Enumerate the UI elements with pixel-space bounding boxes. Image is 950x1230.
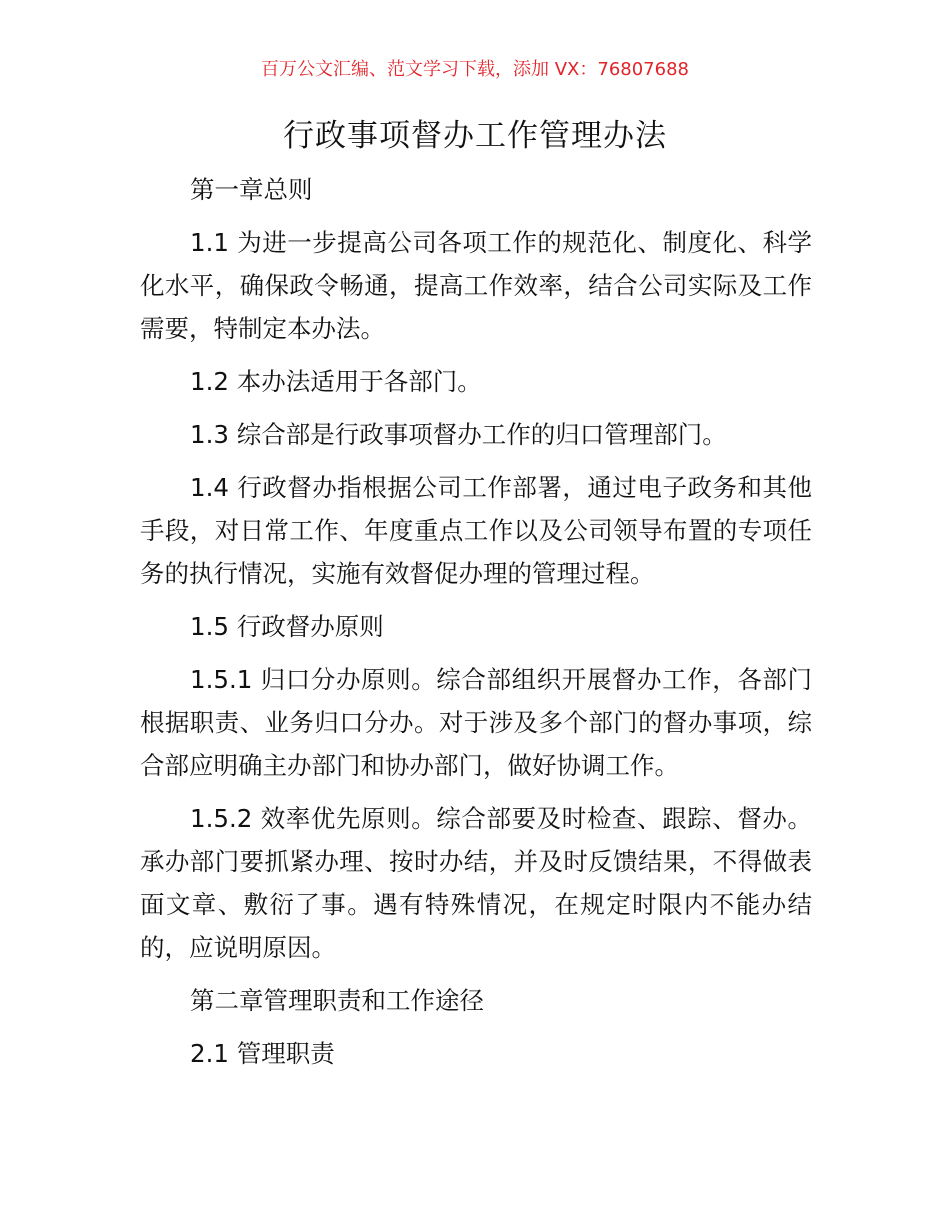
paragraph	[140, 413, 812, 456]
paragraph-line: 合部应明确主办部门和协办部门，做好协调工作。	[140, 751, 679, 780]
paragraph-line: 需要，特制定本办法。	[140, 314, 385, 343]
paragraph-line: 务的执行情况，实施有效督促办理的管理过程。	[140, 559, 655, 588]
paragraph-line: 面文章、敷衍了事。遇有特殊情况，在规定时限内不能办结	[140, 890, 812, 919]
paragraph	[140, 360, 812, 403]
document-title: 行政事项督办工作管理办法	[283, 118, 667, 154]
paragraph	[140, 797, 812, 969]
paragraph-line: 1.3 综合部是行政事项督办工作的归口管理部门。	[190, 420, 727, 449]
watermark-banner: 百万公文汇编、范文学习下载，添加 VX：76807688	[261, 59, 689, 80]
paragraph	[140, 168, 812, 211]
paragraph-line: 1.4 行政督办指根据公司工作部署，通过电子政务和其他	[190, 473, 812, 502]
paragraph-line: 手段，对日常工作、年度重点工作以及公司领导布置的专项任	[140, 516, 812, 545]
paragraph	[140, 658, 812, 787]
paragraph	[140, 979, 812, 1022]
paragraph-line: 第二章管理职责和工作途径	[190, 986, 484, 1015]
paragraph-line: 1.5 行政督办原则	[190, 612, 384, 641]
paragraph-line: 化水平，确保政令畅通，提高工作效率，结合公司实际及工作	[140, 271, 812, 300]
paragraph-line: 2.1 管理职责	[190, 1039, 335, 1068]
paragraph-line: 1.5.2 效率优先原则。综合部要及时检查、跟踪、督办。	[190, 804, 812, 833]
paragraph	[140, 466, 812, 595]
paragraph-line: 1.1 为进一步提高公司各项工作的规范化、制度化、科学	[190, 228, 812, 257]
paragraph	[140, 1032, 812, 1075]
document-body	[140, 168, 812, 1085]
paragraph-line: 1.5.1 归口分办原则。综合部组织开展督办工作，各部门	[190, 665, 812, 694]
paragraph-line: 第一章总则	[190, 175, 313, 204]
paragraph-line: 的，应说明原因。	[140, 933, 336, 962]
paragraph	[140, 221, 812, 350]
paragraph-line: 1.2 本办法适用于各部门。	[190, 367, 482, 396]
paragraph	[140, 605, 812, 648]
paragraph-line: 根据职责、业务归口分办。对于涉及多个部门的督办事项，综	[140, 708, 812, 737]
paragraph-line: 承办部门要抓紧办理、按时办结，并及时反馈结果，不得做表	[140, 847, 812, 876]
